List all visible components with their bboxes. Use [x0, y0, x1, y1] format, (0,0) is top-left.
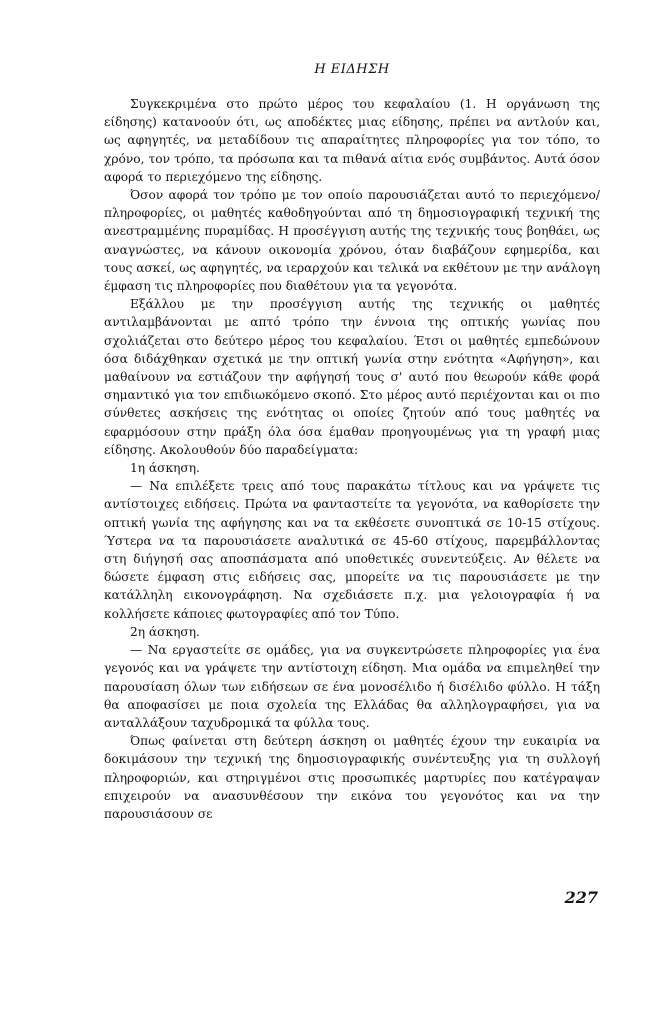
running-title: Η ΕΙΔΗΣΗ: [314, 62, 390, 77]
exercise-1-text: — Να επιλέξετε τρεις από τους παρακάτω τίτλους και να γράψετε τις αντίστοιχες ειδήσεις. Πρώτα να φανταστείτε τα γεγονότα, να καθορίσετε την οπτική γωνία της αφήγησης και να τα εκθέσετε συνοπτικά σε 10-15 στίχους. Ύστερα να τα παρουσιάσετε αναλυτικά σε 45-60 στίχους, παρεμβάλλοντας στη διήγησή σας αποσπάσματα από υποθετικές συνεντεύξεις. Αν θέλετε να δώσετε έμφαση στις ειδήσεις σας, μπορείτε να τις παρουσιάσετε με την κατάλληλη εικονογράφηση. Να σχεδιάσετε π.χ. μια γελοιογραφία ή να κολλήσετε κάποιες φωτογραφίες από τον Τύπο.: [104, 479, 600, 621]
paragraph: Όσον αφορά τον τρόπο με τον οποίο παρουσιάζεται αυτό το περιεχόμενο/πληροφορίες, οι μαθητές καθοδηγούνται από τη δημοσιογραφική τεχνική της ανεστραμμένης πυραμίδας. Η προσέγγιση αυτής της τεχνικής τους βοηθάει, ως αναγνώστες, να κάνουν οικονομία χρόνου, όταν διαβάζουν εφημερίδα, και τους ασκεί, ως αφηγητές, να ιεραρχούν και τελικά να εκθέτουν με την ανάλογη έμφαση τις πληροφορίες που διαθέτουν για τα γεγονότα.: [104, 188, 600, 294]
page-content: [104, 62, 600, 823]
body-text: [104, 95, 600, 823]
closing-paragraph: Όπως φαίνεται στη δεύτερη άσκηση οι μαθητές έχουν την ευκαιρία να δοκιμάσουν την τεχνική της δημοσιογραφικής συνέντευξης για τη συλλογή πληροφοριών, και στηριγμένοι στις προσωπικές μαρτυρίες που κατέγραψαν επιχειρούν να ανασυνθέσουν την εικόνα του γεγονότος και να την παρουσιάσουν σε: [104, 734, 600, 821]
exercise-2-text: — Να εργαστείτε σε ομάδες, για να συγκεντρώσετε πληροφορίες για ένα γεγονός και να γράψετε την αντίστοιχη είδηση. Μια ομάδα να επιμεληθεί την παρουσίαση όλων των ειδήσεων σε ένα μονοσέλιδο ή δισέλιδο φύλλο. Η τάξη θα αποφασίσει με ποια σχολεία της Ελλάδας θα αλληλογραφήσει, για να ανταλλάξουν ταχυδρομικά τα φύλλα τους.: [104, 643, 600, 730]
exercise-1-title: 1η άσκηση.: [130, 461, 200, 476]
paragraph: Εξάλλου με την προσέγγιση αυτής της τεχνικής οι μαθητές αντιλαμβάνονται με απτό τρόπο την έννοια της οπτικής γωνίας που σχολιάζεται στο δεύτερο μέρος του κεφαλαίου. Έτσι οι μαθητές εμπεδώνουν όσα διδάχθηκαν σχετικά με την οπτική γωνία στην ενότητα «Αφήγηση», και μαθαίνουν να εστιάζουν την αφήγησή τους σ' αυτό που θεωρούν κάθε φορά σημαντικό για τον επιδιωκόμενο σκοπό. Στο μέρος αυτό περιέχονται και οι πιο σύνθετες ασκήσεις της ενότητας οι οποίες ζητούν από τους μαθητές να εφαρμόσουν στην πράξη όλα όσα έμαθαν προηγουμένως για τη γραφή μιας είδησης. Ακολουθούν δύο παραδείγματα:: [104, 297, 600, 457]
paragraph: Συγκεκριμένα στο πρώτο μέρος του κεφαλαίου (1. Η οργάνωση της είδησης) κατανοούν ότι, ως αποδέκτες μιας είδησης, πρέπει να αντλούν και, ως αφηγητές, να μεταδίδουν τις απαραίτητες πληροφορίες για τον τόπο, το χρόνο, τον τρόπο, τα πρόσωπα και τα πιθανά αίτια ενός συμβάντος. Αυτά όσον αφορά το περιεχόμενο της είδησης.: [104, 97, 600, 184]
exercise-2-title: 2η άσκηση.: [130, 624, 200, 639]
page-number: 227: [564, 888, 598, 907]
